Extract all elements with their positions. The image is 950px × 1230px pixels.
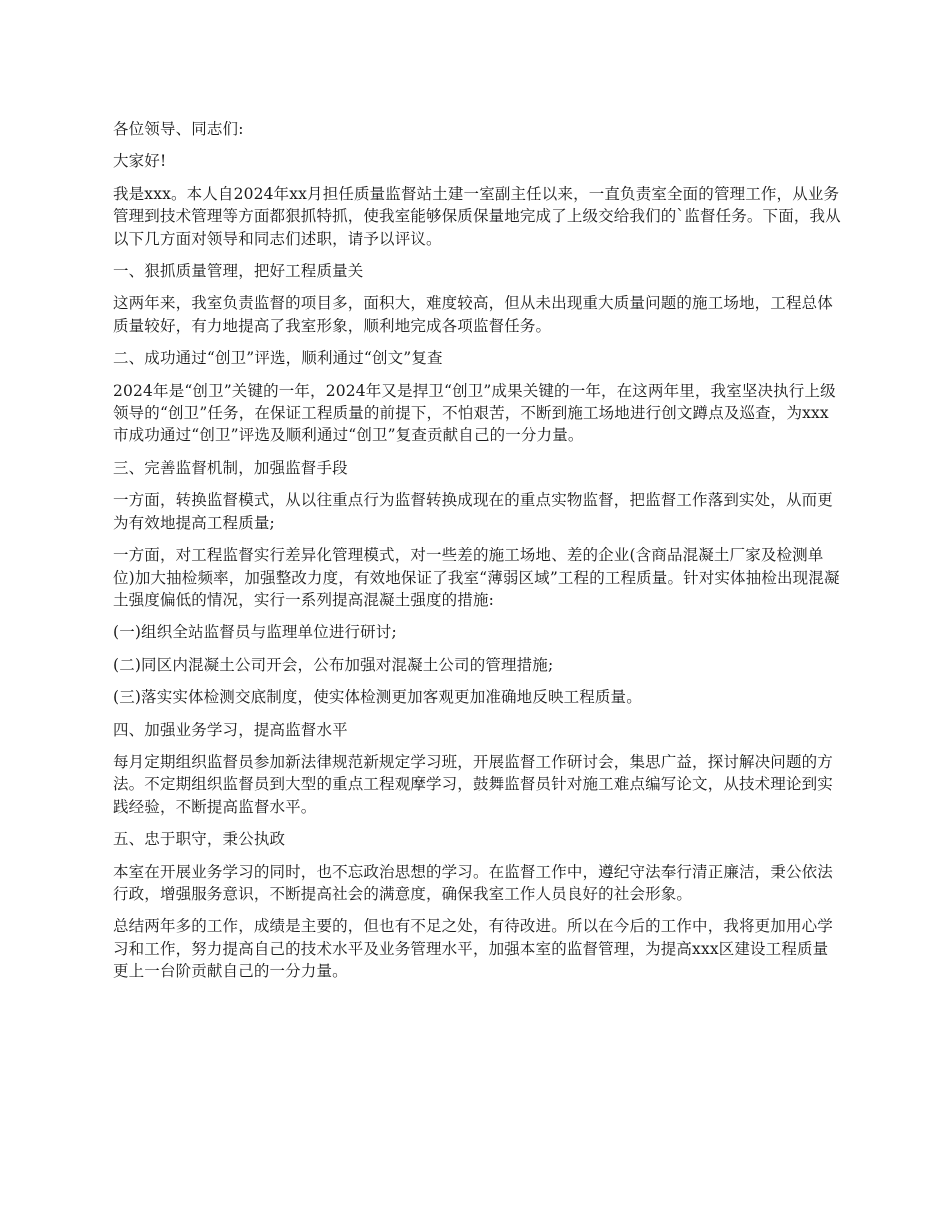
- greeting: 大家好!: [113, 152, 167, 171]
- intro-paragraph: 我是xxx。本人自2024年xx月担任质量监督站土建一室副主任以来，一直负责室全面的管理工作，从业务管理到技术管理等方面都狠抓特抓，使我室能够保质保量地完成了上级交给我们的`监督任务。下面，我从以下几方面对领导和同志们述职，请予以评议。: [113, 184, 841, 248]
- salutation: 各位领导、同志们:: [113, 120, 244, 138]
- section-2-paragraph: 2024年是“创卫”关键的一年，2024年又是捍卫“创卫”成果关键的一年，在这两年里，我室坚决执行上级领导的“创卫”任务，在保证工程质量的前提下，不怕艰苦，不断到施工场地进行创文蹲点及巡查，为xxx市成功通过“创卫”评选及顺利通过“创卫”复查贡献自己的一分力量。: [113, 381, 836, 445]
- section-1-paragraph: 这两年来，我室负责监督的项目多，面积大，难度较高，但从未出现重大质量问题的施工场地，工程总体质量较好，有力地提高了我室形象，顺利地完成各项监督任务。: [113, 294, 833, 335]
- section-4-paragraph: 每月定期组织监督员参加新法律规范新规定学习班，开展监督工作研讨会，集思广益，探讨解决问题的方法。不定期组织监督员到大型的重点工程观摩学习，鼓舞监督员针对施工难点编写论文，从技术理论到实践经验，不断提高监督水平。: [113, 752, 833, 816]
- section-3-list-item-1: (一)组织全站监督员与监理单位进行研讨;: [113, 623, 397, 642]
- section-5-paragraph: 本室在开展业务学习的同时，也不忘政治思想的学习。在监督工作中，遵纪守法奉行清正廉洁，秉公依法行政，增强服务意识，不断提高社会的满意度，确保我室工作人员良好的社会形象。: [113, 862, 833, 903]
- section-4-heading: 四、加强业务学习，提高监督水平: [113, 720, 348, 739]
- section-3-heading: 三、完善监督机制，加强监督手段: [113, 458, 348, 477]
- section-2-heading: 二、成功通过“创卫”评选，顺利通过“创文”复查: [113, 349, 443, 368]
- document-body: [113, 118, 841, 993]
- section-3-paragraph-1: 一方面，转换监督模式，从以往重点行为监督转换成现在的重点实物监督，把监督工作落到实处，从而更为有效地提高工程质量;: [113, 491, 833, 532]
- section-3-list-item-3: (三)落实实体检测交底制度，使实体检测更加客观更加准确地反映工程质量。: [113, 688, 642, 707]
- section-3-list-item-2: (二)同区内混凝土公司开会，公布加强对混凝土公司的管理措施;: [113, 655, 554, 674]
- conclusion-paragraph: 总结两年多的工作，成绩是主要的，但也有不足之处，有待改进。所以在今后的工作中，我将更加用心学习和工作，努力提高自己的技术水平及业务管理水平，加强本室的监督管理，为提高xxx区建设工程质量更上一台阶贡献自己的一分力量。: [113, 917, 833, 981]
- section-1-heading: 一、狠抓质量管理，把好工程质量关: [113, 262, 364, 281]
- section-3-paragraph-2: 一方面，对工程监督实行差异化管理模式，对一些差的施工场地、差的企业(含商品混凝土厂家及检测单位)加大抽检频率，加强整改力度，有效地保证了我室“薄弱区域”工程的工程质量。针对实体抽检出现混凝土强度偏低的情况，实行一系列提高混凝土强度的措施:: [113, 546, 840, 609]
- section-5-heading: 五、忠于职守，秉公执政: [113, 830, 286, 849]
